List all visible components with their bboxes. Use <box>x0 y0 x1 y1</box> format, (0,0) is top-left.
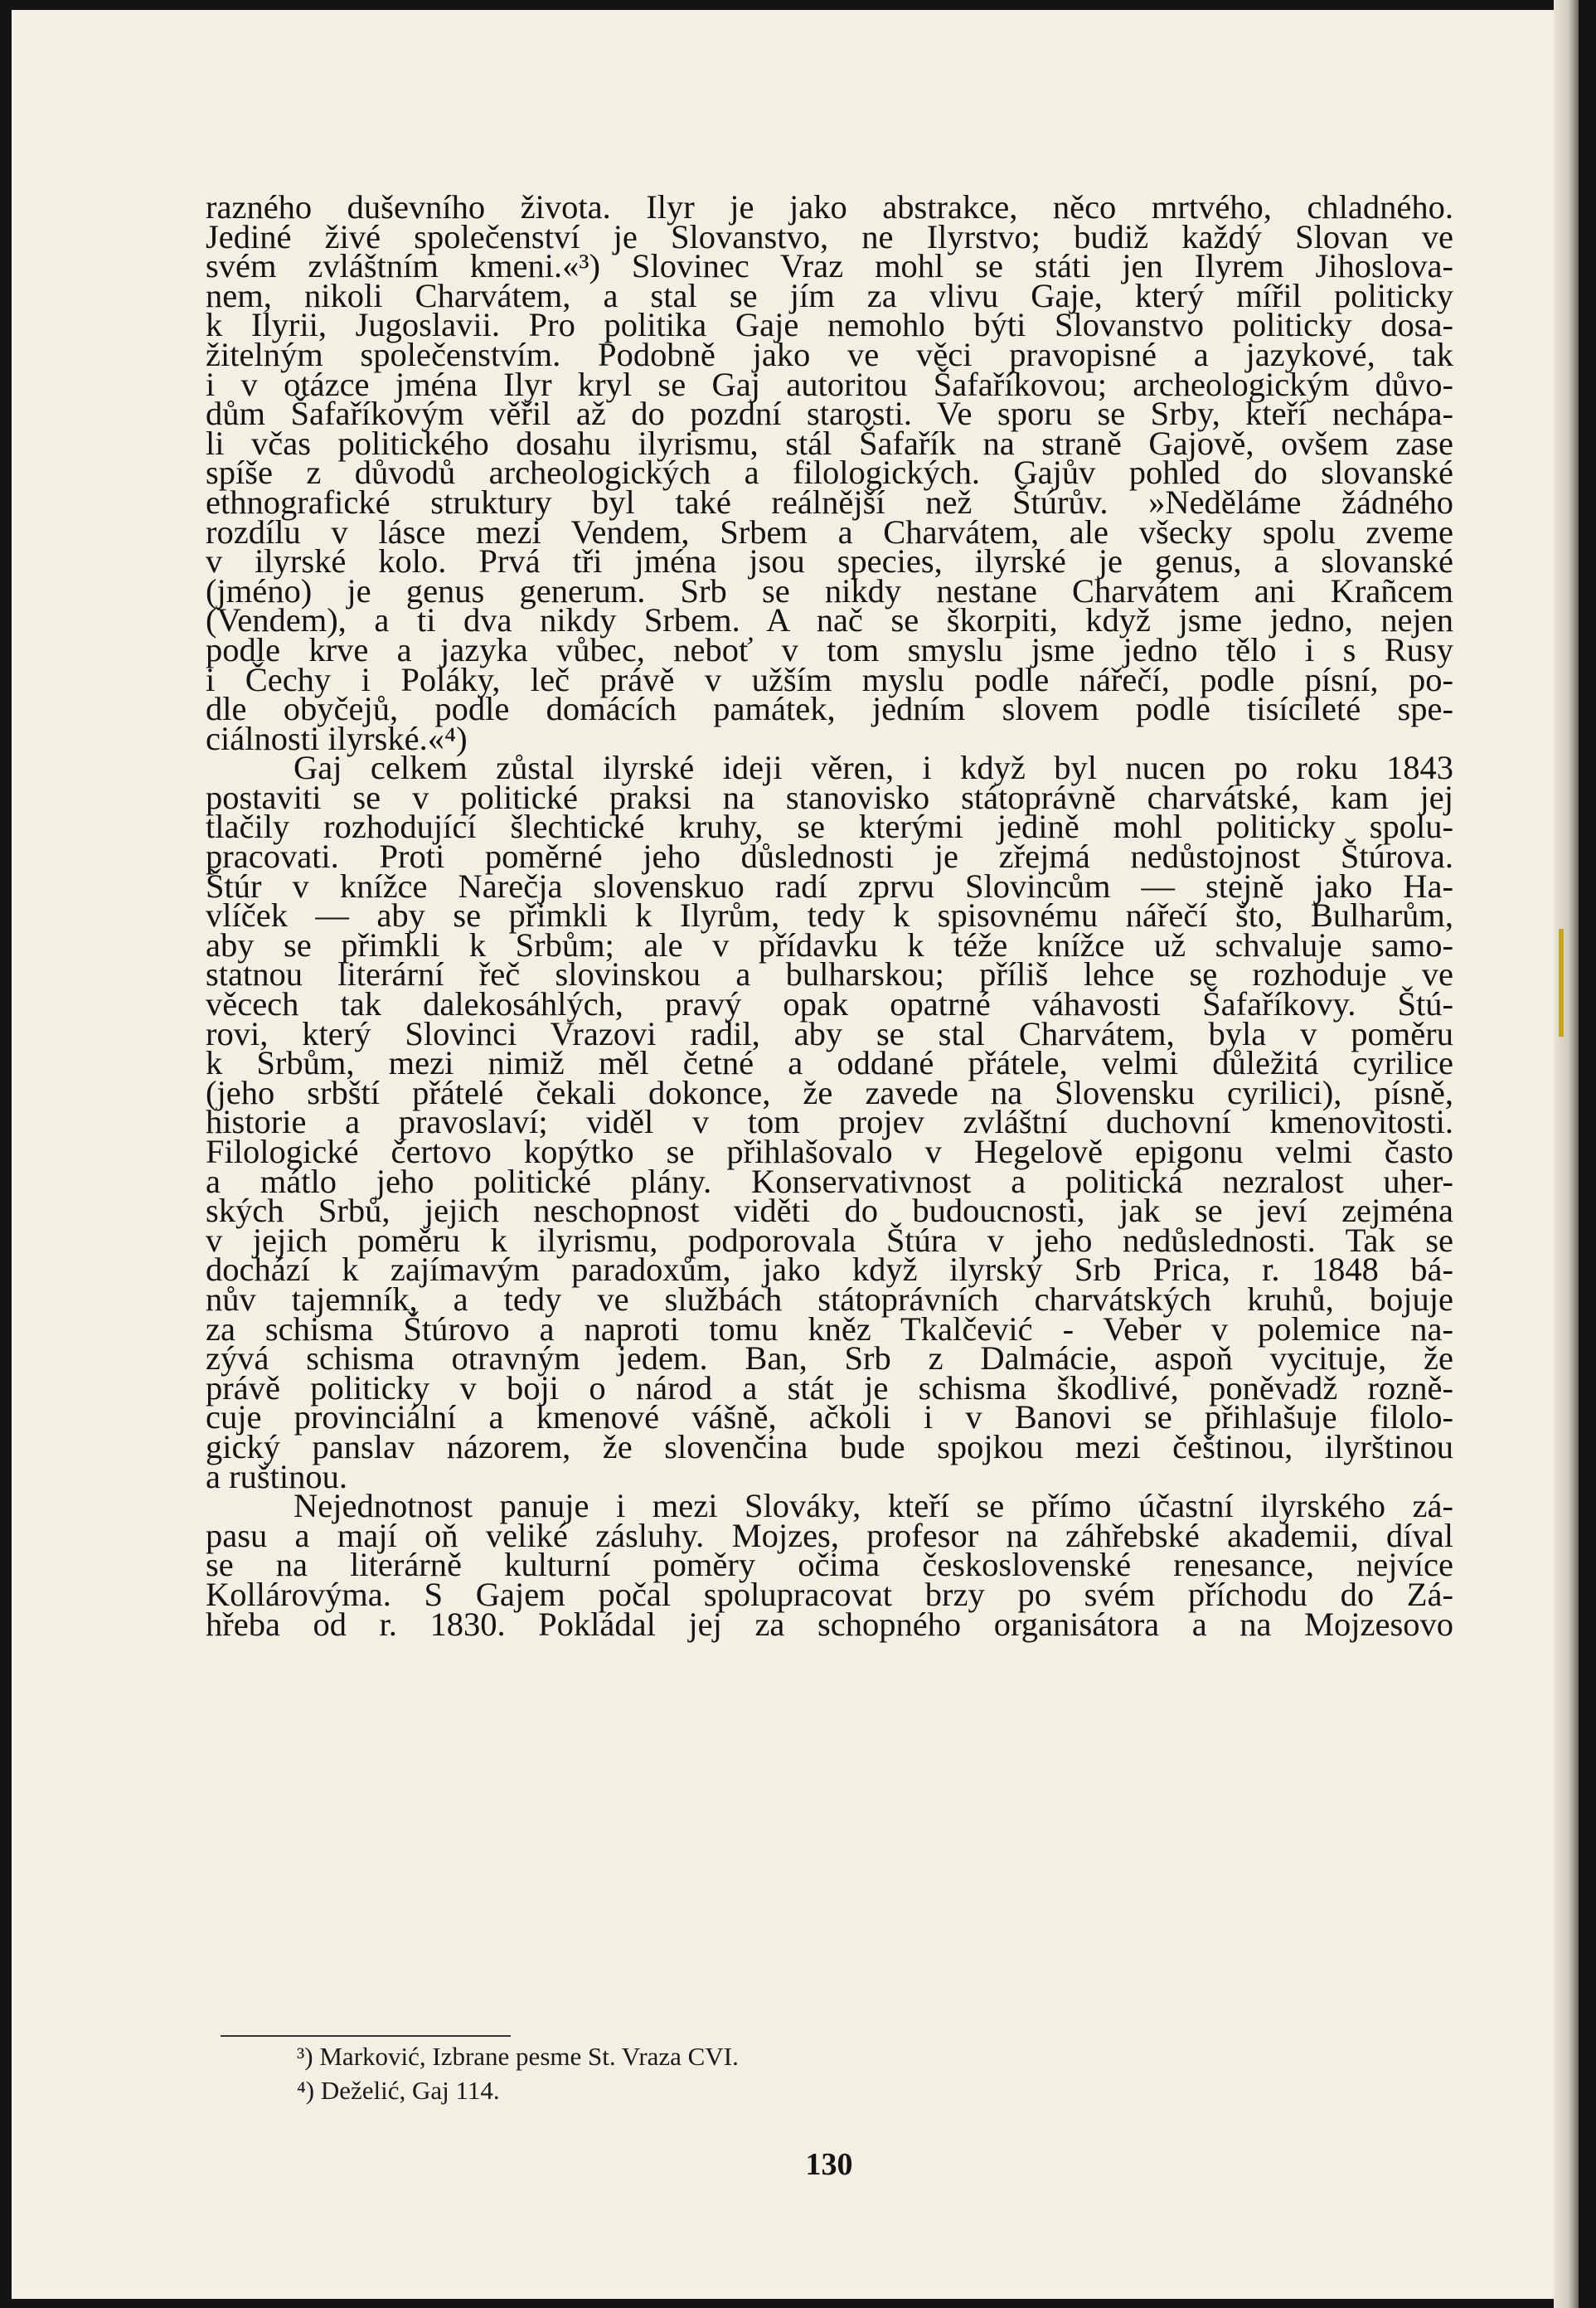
footnote-divider <box>221 2035 511 2037</box>
text-line: Kollárovýma. S Gajem počal spolupracovat brzy po svém příchodu do Zá- <box>206 1575 1453 1613</box>
paragraph-end-line: a ruštinou. <box>206 1457 347 1495</box>
footnote: ³) Marković, Izbrane pesme St. Vraza CVI. <box>297 2042 739 2071</box>
text-line: svém zvláštním kmeni.«³) Slovinec Vraz mohl se státi jen Ilyrem Jihoslova- <box>206 247 1453 285</box>
text-line: (jméno) je genus generum. Srb se nikdy nestane Charvátem ani Krañcem <box>206 571 1453 610</box>
text-line: (Vendem), a ti dva nikdy Srbem. A nač se škorpiti, když jsme jedno, nejen <box>206 601 1453 639</box>
footnote: ⁴) Deželić, Gaj 114. <box>297 2076 500 2105</box>
text-line: gický panslav názorem, že slovenčina bude spojkou mezi češtinou, ilyrštinou <box>206 1427 1453 1465</box>
bookmark-mark <box>1559 929 1564 1037</box>
text-line: se na literárně kulturní poměry očima československé renesance, nejvíce <box>206 1546 1453 1584</box>
text-line: zývá schisma otravným jedem. Ban, Srb z Dalmácie, aspoň vycituje, že <box>206 1339 1453 1378</box>
text-line: v ilyrské kolo. Prvá tři jména jsou species, ilyrské je genus, a slovanské <box>206 542 1453 581</box>
main-text <box>206 188 1453 1643</box>
text-line: za schisma Štúrovo a naproti tomu kněz Tkalčević - Veber v polemice na- <box>206 1309 1453 1348</box>
text-line: a mátlo jeho politické plány. Konservativnost a politická nezralost uher- <box>206 1162 1453 1200</box>
text-line: v jejich poměru k ilyrismu, podporovala Štúra v jeho nedůslednosti. Tak se <box>206 1221 1453 1259</box>
text-line: rozdílu v lásce mezi Vendem, Srbem a Charvátem, ale všecky spolu zveme <box>206 513 1453 551</box>
text-line: cuje provinciální a kmenové vášně, ačkoli i v Banovi se přihlašuje filolo- <box>206 1398 1453 1436</box>
text-line: pracovati. Proti poměrné jeho důslednosti je zřejmá nedůstojnost Štúrova. <box>206 838 1453 876</box>
text-line: spíše z důvodů archeologických a filologických. Gajův pohled do slovanské <box>206 454 1453 492</box>
text-line: nův tajemník, a tedy ve službách státoprávních charvátských kruhů, bojuje <box>206 1280 1453 1318</box>
text-line: dům Šafaříkovým věřil až do pozdní starosti. Ve sporu se Srby, kteří nechápa- <box>206 395 1453 433</box>
text-line: i v otázce jména Ilyr kryl se Gaj autoritou Šafaříkovou; archeologickým důvo- <box>206 365 1453 403</box>
text-line: i Čechy i Poláky, leč právě v užším myslu podle nářečí, podle písní, po- <box>206 660 1453 698</box>
text-line: podle krve a jazyka vůbec, neboť v tom smyslu jsme jedno tělo i s Rusy <box>206 630 1453 668</box>
paragraph-start-line: Nejednotnost panuje i mezi Slováky, kteří se přímo účastní ilyrského zá- <box>293 1487 1453 1525</box>
footnotes <box>297 2039 1043 2107</box>
text-line: aby se přimkli k Srbům; ale v přídavku k téže knížce už schvaluje samo- <box>206 926 1453 964</box>
text-line: tlačily rozhodující šlechtické kruhy, se kterými jedině mohl politicky spolu- <box>206 808 1453 846</box>
text-line: li včas politického dosahu ilyrismu, stál Šafařík na straně Gajově, ovšem zase <box>206 424 1453 462</box>
text-line: žitelným společenstvím. Podobně jako ve věci pravopisné a jazykové, tak <box>206 335 1453 373</box>
paragraph-end-line: ciálnosti ilyrské.«⁴) <box>206 719 468 757</box>
text-line: Štúr v knížce Narečja slovenskuo radí zprvu Slovincům — stejně jako Ha- <box>206 867 1453 905</box>
text-line: hřeba od r. 1830. Pokládal jej za schopného organisátora a na Mojzesovo <box>206 1605 1453 1643</box>
text-line: historie a pravoslaví; viděl v tom projev zvláštní duchovní kmenovitosti. <box>206 1103 1453 1141</box>
text-line: vlíček — aby se přimkli k Ilyrům, tedy k spisovnému nářečí što, Bulharům, <box>206 896 1453 935</box>
text-line: Filologické čertovo kopýtko se přihlašovalo v Hegelově epigonu velmi často <box>206 1133 1453 1170</box>
paragraph-start-line: Gaj celkem zůstal ilyrské ideji věren, i když byl nucen po roku 1843 <box>293 749 1453 787</box>
text-line: dle obyčejů, podle domácích památek, jedním slovem podle tisícileté spe- <box>206 690 1453 728</box>
text-line: rovi, který Slovinci Vrazovi radil, aby se stal Charvátem, byla v poměru <box>206 1014 1453 1052</box>
page-edge <box>1554 0 1579 2308</box>
text-line: právě politicky v boji o národ a stát je schisma škodlivé, poněvadž rozně- <box>206 1368 1453 1407</box>
text-line: dochází k zajímavým paradoxům, jako když ilyrský Srb Prica, r. 1848 bá- <box>206 1251 1453 1289</box>
text-line: k Srbům, mezi nimiž měl četné a oddané přátele, velmi důležitá cyrilice <box>206 1044 1453 1082</box>
text-line: ethnografické struktury byl také reálnější než Štúrův. »Neděláme žádného <box>206 483 1453 521</box>
text-line: Jediné živé společenství je Slovanstvo, ne Ilyrstvo; budiž každý Slovan ve <box>206 217 1453 255</box>
text-line: pasu a mají oň veliké zásluhy. Mojzes, profesor na záhřebské akademii, díval <box>206 1516 1453 1554</box>
text-line: razného duševního života. Ilyr je jako abstrakce, něco mrtvého, chladného. <box>206 188 1453 226</box>
text-line: statnou literární řeč slovinskou a bulharskou; příliš lehce se rozhoduje ve <box>206 955 1453 994</box>
text-line: věcech tak dalekosáhlých, pravý opak opatrné váhavosti Šafaříkovy. Štú- <box>206 985 1453 1023</box>
page-number: 130 <box>805 2147 853 2182</box>
text-line: k Ilyrii, Jugoslavii. Pro politika Gaje nemohlo býti Slovanstvo politicky dosa- <box>206 306 1453 344</box>
text-line: ských Srbů, jejich neschopnost viděti do budoucnosti, jak se jeví zejména <box>206 1192 1453 1230</box>
text-line: nem, nikoli Charvátem, a stal se jím za vlivu Gaje, který mířil politicky <box>206 276 1453 314</box>
text-line: postaviti se v politické praksi na stanovisko státoprávně charvátské, kam jej <box>206 778 1453 816</box>
text-line: (jeho srbští přátelé čekali dokonce, že zavede na Slovensku cyrilici), písně, <box>206 1073 1453 1111</box>
